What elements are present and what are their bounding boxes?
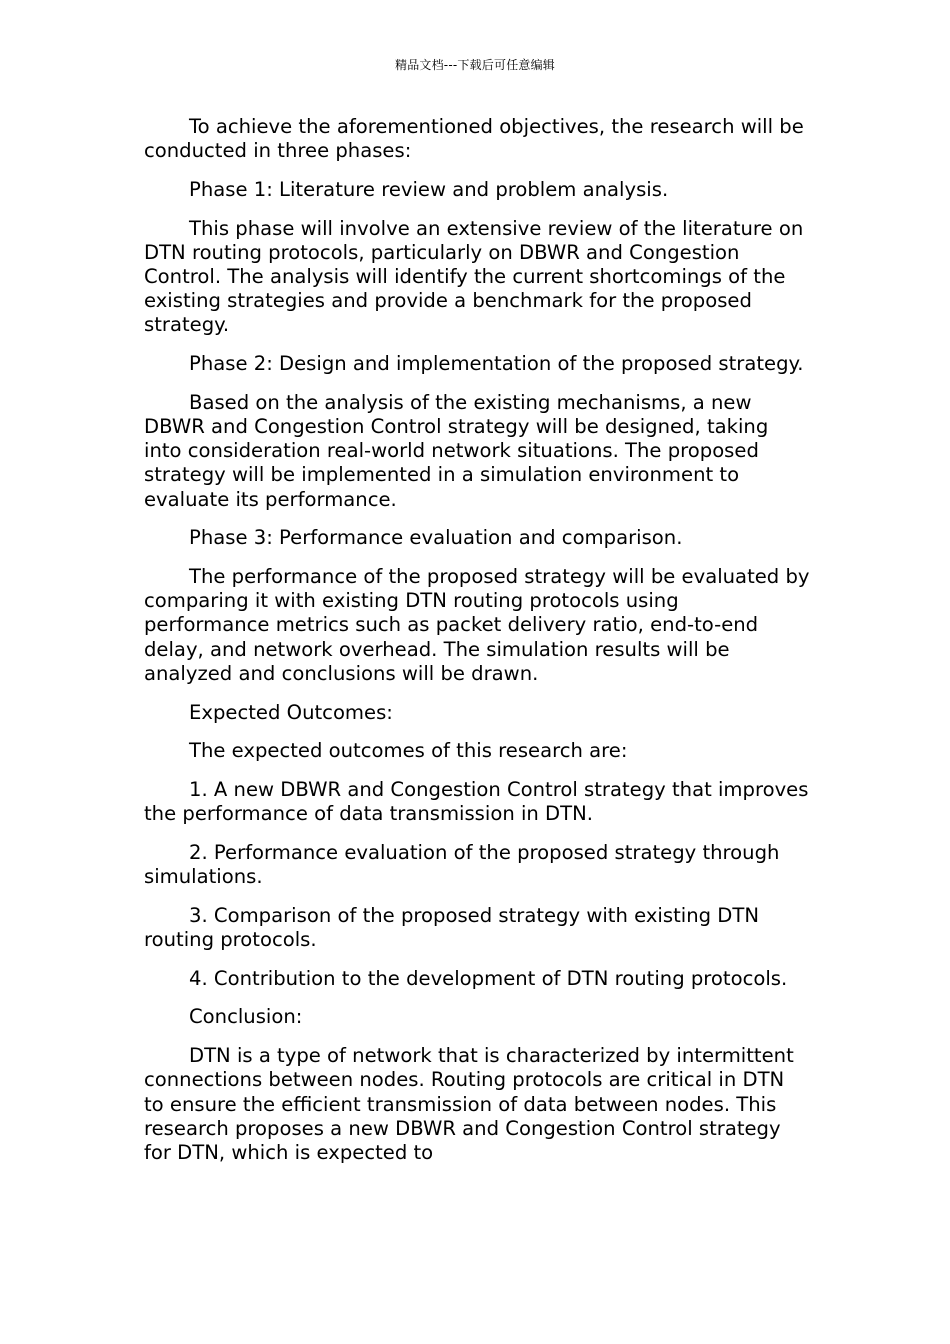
paragraph-intro: To achieve the aforementioned objectives, the research will be conducted in three phases:	[144, 115, 804, 163]
heading-phase-2: Phase 2: Design and implementation of the proposed strategy.	[189, 352, 804, 376]
paragraph-phase-3: The performance of the proposed strategy will be evaluated by comparing it with existing DTN routing protocols using performance metrics such as packet delivery ratio, end-to-end delay, and network overhead. The simulation results will be analyzed and conclusions will be drawn.	[144, 565, 810, 685]
paragraph-phase-2: Based on the analysis of the existing mechanisms, a new DBWR and Congestion Control strategy will be designed, taking into consideration real-world network situations. The proposed strategy will be implemented in a simulation environment to evaluate its performance.	[144, 390, 769, 511]
document-body	[144, 115, 810, 1180]
paragraph-outcomes-intro: The expected outcomes of this research are:	[189, 739, 628, 763]
outcome-item-2: 2. Performance evaluation of the proposed strategy through simulations.	[144, 840, 780, 889]
page-header: 精品文档---下载后可任意编辑	[395, 58, 555, 72]
paragraph-conclusion: DTN is a type of network that is characterized by intermittent connections between nodes. Routing protocols are critical in DTN to ensure the efficient transmission of data between nodes. This research proposes a new DBWR and Congestion Control strategy for DTN, which is expected to	[144, 1044, 794, 1164]
heading-expected-outcomes: Expected Outcomes:	[189, 700, 393, 724]
heading-conclusion: Conclusion:	[189, 1005, 303, 1029]
paragraph-phase-1: This phase will involve an extensive review of the literature on DTN routing protocols, particularly on DBWR and Congestion Control. The analysis will identify the current shortcomings of the existing strategies and provide a benchmark for the proposed strategy.	[144, 216, 804, 337]
heading-phase-3: Phase 3: Performance evaluation and comparison.	[189, 526, 683, 550]
heading-phase-1: Phase 1: Literature review and problem analysis.	[189, 177, 669, 201]
outcome-item-1: 1. A new DBWR and Congestion Control strategy that improves the performance of data transmission in DTN.	[144, 777, 809, 826]
outcome-item-3: 3. Comparison of the proposed strategy with existing DTN routing protocols.	[144, 903, 759, 951]
outcome-item-4: 4. Contribution to the development of DTN routing protocols.	[189, 966, 788, 990]
